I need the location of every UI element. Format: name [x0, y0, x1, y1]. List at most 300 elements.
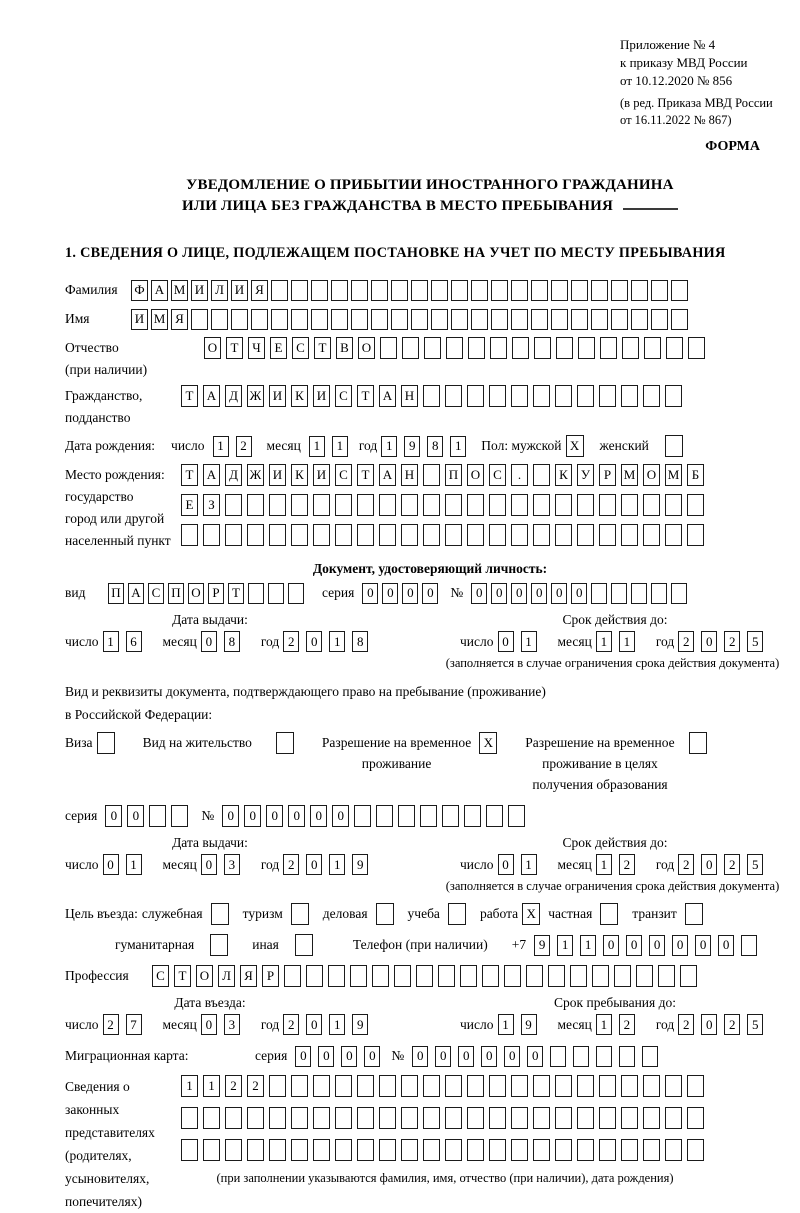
char-cell[interactable]: 3 — [224, 1014, 240, 1035]
char-cell[interactable]: 0 — [382, 583, 398, 604]
char-cell[interactable] — [556, 337, 573, 359]
char-cell[interactable] — [571, 280, 588, 301]
char-cell[interactable]: 0 — [244, 805, 261, 827]
char-cell[interactable] — [555, 385, 572, 407]
char-cell[interactable]: 0 — [295, 1046, 311, 1067]
char-cell[interactable] — [548, 965, 565, 987]
char-cell[interactable] — [533, 494, 550, 516]
char-cell[interactable] — [577, 1139, 594, 1161]
char-cell[interactable] — [380, 337, 397, 359]
purpose-other-checkbox[interactable] — [295, 934, 313, 956]
char-cell[interactable]: 5 — [747, 854, 763, 875]
char-cell[interactable]: 2 — [724, 1014, 740, 1035]
char-cell[interactable] — [643, 524, 660, 546]
char-cell[interactable]: Р — [208, 583, 224, 604]
char-cell[interactable] — [313, 494, 330, 516]
char-cell[interactable] — [467, 385, 484, 407]
char-cell[interactable]: Н — [401, 385, 418, 407]
char-cell[interactable]: 0 — [306, 1014, 322, 1035]
char-cell[interactable] — [688, 337, 705, 359]
char-cell[interactable] — [486, 805, 503, 827]
char-cell[interactable] — [394, 965, 411, 987]
char-cell[interactable] — [291, 903, 309, 925]
char-cell[interactable]: К — [291, 464, 308, 486]
char-cell[interactable]: 0 — [332, 805, 349, 827]
char-cell[interactable]: 0 — [318, 1046, 334, 1067]
char-cell[interactable] — [291, 1075, 308, 1097]
char-cell[interactable] — [680, 965, 697, 987]
char-cell[interactable] — [269, 524, 286, 546]
char-cell[interactable] — [665, 435, 683, 457]
char-cell[interactable] — [247, 494, 264, 516]
char-cell[interactable]: Ж — [247, 464, 264, 486]
char-cell[interactable] — [685, 903, 703, 925]
char-cell[interactable]: И — [231, 280, 248, 301]
char-cell[interactable]: 0 — [701, 1014, 717, 1035]
char-cell[interactable] — [371, 309, 388, 330]
char-cell[interactable] — [471, 309, 488, 330]
char-cell[interactable] — [423, 464, 440, 486]
char-cell[interactable] — [149, 805, 166, 827]
char-cell[interactable] — [446, 337, 463, 359]
char-cell[interactable] — [357, 524, 374, 546]
char-cell[interactable] — [423, 1075, 440, 1097]
char-cell[interactable] — [335, 1139, 352, 1161]
char-cell[interactable] — [622, 337, 639, 359]
char-cell[interactable]: Ч — [248, 337, 265, 359]
char-cell[interactable] — [424, 337, 441, 359]
char-cell[interactable] — [376, 805, 393, 827]
char-cell[interactable] — [511, 1139, 528, 1161]
char-cell[interactable]: 2 — [678, 854, 694, 875]
char-cell[interactable]: 1 — [596, 1014, 612, 1035]
char-cell[interactable] — [550, 1046, 566, 1067]
char-cell[interactable]: 2 — [236, 436, 252, 457]
char-cell[interactable] — [687, 494, 704, 516]
char-cell[interactable] — [511, 385, 528, 407]
char-cell[interactable] — [489, 1075, 506, 1097]
char-cell[interactable]: Р — [599, 464, 616, 486]
doc-series-cells[interactable] — [362, 583, 442, 604]
doc-type-cells[interactable] — [108, 583, 308, 604]
char-cell[interactable] — [482, 965, 499, 987]
char-cell[interactable] — [534, 337, 551, 359]
char-cell[interactable]: В — [336, 337, 353, 359]
permit-issue-month-cells[interactable] — [201, 854, 247, 875]
purpose-tourism-checkbox[interactable] — [291, 903, 309, 925]
char-cell[interactable] — [600, 337, 617, 359]
char-cell[interactable] — [331, 309, 348, 330]
char-cell[interactable]: К — [291, 385, 308, 407]
char-cell[interactable] — [599, 1139, 616, 1161]
char-cell[interactable] — [621, 524, 638, 546]
char-cell[interactable] — [268, 583, 284, 604]
char-cell[interactable]: А — [128, 583, 144, 604]
char-cell[interactable]: 0 — [531, 583, 547, 604]
char-cell[interactable] — [512, 337, 529, 359]
char-cell[interactable]: И — [313, 464, 330, 486]
permit-number-cells[interactable] — [222, 805, 530, 827]
char-cell[interactable]: Е — [181, 494, 198, 516]
char-cell[interactable]: 1 — [557, 935, 573, 956]
char-cell[interactable] — [211, 309, 228, 330]
birth-day-cells[interactable] — [213, 436, 259, 457]
char-cell[interactable]: Л — [211, 280, 228, 301]
char-cell[interactable]: 2 — [678, 631, 694, 652]
char-cell[interactable] — [431, 309, 448, 330]
char-cell[interactable]: С — [292, 337, 309, 359]
char-cell[interactable] — [276, 732, 294, 754]
char-cell[interactable]: Я — [251, 280, 268, 301]
char-cell[interactable]: П — [108, 583, 124, 604]
char-cell[interactable]: С — [148, 583, 164, 604]
char-cell[interactable] — [401, 1139, 418, 1161]
char-cell[interactable]: 1 — [309, 436, 325, 457]
entry-month-cells[interactable] — [201, 1014, 247, 1035]
char-cell[interactable]: М — [151, 309, 168, 330]
char-cell[interactable] — [269, 1075, 286, 1097]
char-cell[interactable] — [577, 524, 594, 546]
char-cell[interactable] — [643, 1107, 660, 1129]
male-checkbox[interactable] — [566, 435, 584, 457]
char-cell[interactable] — [687, 1075, 704, 1097]
char-cell[interactable] — [401, 494, 418, 516]
char-cell[interactable]: С — [335, 464, 352, 486]
char-cell[interactable] — [376, 903, 394, 925]
char-cell[interactable] — [665, 385, 682, 407]
char-cell[interactable] — [651, 280, 668, 301]
char-cell[interactable]: М — [621, 464, 638, 486]
char-cell[interactable] — [423, 385, 440, 407]
purpose-study-checkbox[interactable] — [448, 903, 466, 925]
char-cell[interactable] — [489, 524, 506, 546]
char-cell[interactable] — [203, 1139, 220, 1161]
char-cell[interactable] — [511, 1107, 528, 1129]
char-cell[interactable] — [467, 494, 484, 516]
char-cell[interactable]: П — [168, 583, 184, 604]
char-cell[interactable] — [577, 1075, 594, 1097]
char-cell[interactable] — [621, 1075, 638, 1097]
char-cell[interactable] — [599, 524, 616, 546]
char-cell[interactable]: 0 — [103, 854, 119, 875]
char-cell[interactable]: С — [335, 385, 352, 407]
char-cell[interactable]: М — [665, 464, 682, 486]
char-cell[interactable] — [357, 494, 374, 516]
char-cell[interactable]: 0 — [306, 854, 322, 875]
char-cell[interactable]: И — [269, 464, 286, 486]
char-cell[interactable] — [555, 1075, 572, 1097]
profession-cells[interactable] — [152, 965, 702, 987]
char-cell[interactable] — [666, 337, 683, 359]
char-cell[interactable] — [621, 385, 638, 407]
surname-cells[interactable] — [131, 280, 691, 301]
patronymic-cells[interactable] — [204, 337, 710, 359]
char-cell[interactable] — [619, 1046, 635, 1067]
char-cell[interactable] — [631, 280, 648, 301]
char-cell[interactable] — [191, 309, 208, 330]
char-cell[interactable] — [511, 494, 528, 516]
char-cell[interactable]: 1 — [126, 854, 142, 875]
char-cell[interactable] — [591, 280, 608, 301]
char-cell[interactable]: 0 — [511, 583, 527, 604]
char-cell[interactable]: З — [203, 494, 220, 516]
char-cell[interactable]: И — [191, 280, 208, 301]
char-cell[interactable]: 2 — [225, 1075, 242, 1097]
char-cell[interactable] — [531, 309, 548, 330]
char-cell[interactable] — [313, 1107, 330, 1129]
char-cell[interactable] — [665, 1107, 682, 1129]
char-cell[interactable] — [471, 280, 488, 301]
char-cell[interactable] — [411, 309, 428, 330]
char-cell[interactable] — [671, 583, 687, 604]
char-cell[interactable]: Ж — [247, 385, 264, 407]
char-cell[interactable] — [402, 337, 419, 359]
char-cell[interactable] — [571, 309, 588, 330]
char-cell[interactable]: 1 — [213, 436, 229, 457]
birthplace-row2-cells[interactable] — [181, 494, 709, 516]
char-cell[interactable] — [665, 1075, 682, 1097]
char-cell[interactable]: 1 — [619, 631, 635, 652]
char-cell[interactable]: 0 — [402, 583, 418, 604]
char-cell[interactable] — [247, 524, 264, 546]
char-cell[interactable] — [350, 965, 367, 987]
char-cell[interactable]: 9 — [521, 1014, 537, 1035]
char-cell[interactable] — [357, 1107, 374, 1129]
char-cell[interactable]: К — [555, 464, 572, 486]
char-cell[interactable] — [328, 965, 345, 987]
char-cell[interactable]: 1 — [103, 631, 119, 652]
char-cell[interactable] — [401, 524, 418, 546]
char-cell[interactable] — [533, 464, 550, 486]
purpose-business-checkbox[interactable] — [376, 903, 394, 925]
stay-day-cells[interactable] — [498, 1014, 544, 1035]
permit-expiry-year-cells[interactable] — [678, 854, 770, 875]
char-cell[interactable] — [423, 1107, 440, 1129]
char-cell[interactable] — [357, 1075, 374, 1097]
char-cell[interactable]: О — [358, 337, 375, 359]
char-cell[interactable] — [379, 524, 396, 546]
char-cell[interactable] — [643, 1075, 660, 1097]
char-cell[interactable]: 2 — [678, 1014, 694, 1035]
char-cell[interactable] — [411, 280, 428, 301]
identity-expiry-month-cells[interactable] — [596, 631, 642, 652]
permit-series-cells[interactable] — [105, 805, 193, 827]
char-cell[interactable]: У — [577, 464, 594, 486]
char-cell[interactable]: Л — [218, 965, 235, 987]
char-cell[interactable] — [401, 1107, 418, 1129]
char-cell[interactable]: А — [379, 385, 396, 407]
permit-issue-day-cells[interactable] — [103, 854, 149, 875]
char-cell[interactable]: 8 — [224, 631, 240, 652]
char-cell[interactable]: 8 — [427, 436, 443, 457]
char-cell[interactable] — [181, 1107, 198, 1129]
char-cell[interactable] — [445, 494, 462, 516]
char-cell[interactable]: 2 — [724, 854, 740, 875]
char-cell[interactable]: 0 — [701, 854, 717, 875]
char-cell[interactable] — [531, 280, 548, 301]
char-cell[interactable] — [448, 903, 466, 925]
char-cell[interactable] — [611, 309, 628, 330]
doc-number-cells[interactable] — [471, 583, 691, 604]
char-cell[interactable] — [665, 494, 682, 516]
char-cell[interactable]: Я — [240, 965, 257, 987]
firstname-cells[interactable] — [131, 309, 691, 330]
citizenship-cells[interactable] — [181, 385, 687, 407]
char-cell[interactable] — [295, 934, 313, 956]
char-cell[interactable]: П — [445, 464, 462, 486]
char-cell[interactable] — [489, 494, 506, 516]
identity-issue-month-cells[interactable] — [201, 631, 247, 652]
char-cell[interactable] — [251, 309, 268, 330]
female-checkbox[interactable] — [665, 435, 683, 457]
char-cell[interactable]: Т — [314, 337, 331, 359]
char-cell[interactable] — [665, 1139, 682, 1161]
char-cell[interactable] — [313, 1139, 330, 1161]
char-cell[interactable] — [313, 1075, 330, 1097]
char-cell[interactable] — [451, 280, 468, 301]
identity-issue-year-cells[interactable] — [283, 631, 375, 652]
char-cell[interactable] — [490, 337, 507, 359]
purpose-humanitarian-checkbox[interactable] — [210, 934, 228, 956]
char-cell[interactable] — [533, 1139, 550, 1161]
char-cell[interactable]: А — [379, 464, 396, 486]
stay-month-cells[interactable] — [596, 1014, 642, 1035]
char-cell[interactable]: 0 — [603, 935, 619, 956]
char-cell[interactable] — [247, 1139, 264, 1161]
char-cell[interactable]: 6 — [126, 631, 142, 652]
char-cell[interactable] — [210, 934, 228, 956]
char-cell[interactable]: Я — [171, 309, 188, 330]
residence-permit-checkbox[interactable] — [276, 732, 294, 754]
stay-year-cells[interactable] — [678, 1014, 770, 1035]
char-cell[interactable] — [533, 524, 550, 546]
char-cell[interactable] — [631, 309, 648, 330]
char-cell[interactable]: 1 — [596, 854, 612, 875]
char-cell[interactable]: 1 — [521, 854, 537, 875]
char-cell[interactable] — [306, 965, 323, 987]
char-cell[interactable] — [592, 965, 609, 987]
char-cell[interactable] — [687, 524, 704, 546]
char-cell[interactable] — [284, 965, 301, 987]
char-cell[interactable] — [578, 337, 595, 359]
char-cell[interactable]: Т — [181, 385, 198, 407]
char-cell[interactable]: 0 — [306, 631, 322, 652]
char-cell[interactable]: 1 — [329, 1014, 345, 1035]
char-cell[interactable]: 1 — [329, 631, 345, 652]
char-cell[interactable]: 0 — [201, 1014, 217, 1035]
char-cell[interactable]: 1 — [521, 631, 537, 652]
char-cell[interactable] — [511, 309, 528, 330]
permit-expiry-day-cells[interactable] — [498, 854, 544, 875]
char-cell[interactable] — [591, 583, 607, 604]
char-cell[interactable]: 1 — [580, 935, 596, 956]
char-cell[interactable]: . — [511, 464, 528, 486]
char-cell[interactable] — [555, 524, 572, 546]
char-cell[interactable] — [464, 805, 481, 827]
visa-checkbox[interactable] — [97, 732, 115, 754]
temp-permit-checkbox[interactable] — [479, 732, 497, 754]
char-cell[interactable] — [445, 1075, 462, 1097]
char-cell[interactable]: 0 — [201, 631, 217, 652]
char-cell[interactable] — [379, 494, 396, 516]
char-cell[interactable]: 0 — [422, 583, 438, 604]
char-cell[interactable] — [570, 965, 587, 987]
char-cell[interactable] — [621, 1139, 638, 1161]
char-cell[interactable] — [599, 1075, 616, 1097]
char-cell[interactable]: 9 — [404, 436, 420, 457]
char-cell[interactable] — [416, 965, 433, 987]
char-cell[interactable]: И — [313, 385, 330, 407]
char-cell[interactable] — [398, 805, 415, 827]
char-cell[interactable] — [313, 524, 330, 546]
char-cell[interactable]: 0 — [626, 935, 642, 956]
char-cell[interactable] — [687, 1139, 704, 1161]
phone-cells[interactable] — [534, 935, 764, 956]
char-cell[interactable] — [391, 309, 408, 330]
char-cell[interactable] — [379, 1107, 396, 1129]
char-cell[interactable] — [614, 965, 631, 987]
char-cell[interactable] — [438, 965, 455, 987]
char-cell[interactable] — [291, 524, 308, 546]
char-cell[interactable] — [468, 337, 485, 359]
char-cell[interactable] — [445, 524, 462, 546]
char-cell[interactable] — [97, 732, 115, 754]
char-cell[interactable] — [599, 494, 616, 516]
char-cell[interactable] — [460, 965, 477, 987]
char-cell[interactable]: 3 — [224, 854, 240, 875]
char-cell[interactable]: Т — [181, 464, 198, 486]
char-cell[interactable]: 8 — [352, 631, 368, 652]
char-cell[interactable]: 0 — [481, 1046, 497, 1067]
char-cell[interactable] — [599, 385, 616, 407]
char-cell[interactable] — [248, 583, 264, 604]
char-cell[interactable]: Т — [228, 583, 244, 604]
permit-issue-year-cells[interactable] — [283, 854, 375, 875]
char-cell[interactable]: 0 — [571, 583, 587, 604]
char-cell[interactable] — [555, 1139, 572, 1161]
char-cell[interactable] — [643, 1139, 660, 1161]
purpose-private-checkbox[interactable] — [600, 903, 618, 925]
char-cell[interactable]: 0 — [672, 935, 688, 956]
char-cell[interactable]: 0 — [504, 1046, 520, 1067]
char-cell[interactable]: 1 — [450, 436, 466, 457]
birthplace-row1-cells[interactable] — [181, 464, 709, 486]
identity-expiry-year-cells[interactable] — [678, 631, 770, 652]
char-cell[interactable]: X — [566, 435, 584, 457]
char-cell[interactable]: 0 — [310, 805, 327, 827]
char-cell[interactable]: Б — [687, 464, 704, 486]
char-cell[interactable] — [489, 1107, 506, 1129]
char-cell[interactable] — [467, 1107, 484, 1129]
char-cell[interactable] — [533, 1107, 550, 1129]
char-cell[interactable]: А — [151, 280, 168, 301]
char-cell[interactable]: 2 — [619, 1014, 635, 1035]
purpose-official-checkbox[interactable] — [211, 903, 229, 925]
char-cell[interactable]: Е — [270, 337, 287, 359]
char-cell[interactable]: 0 — [498, 631, 514, 652]
edu-permit-checkbox[interactable] — [689, 732, 707, 754]
char-cell[interactable] — [372, 965, 389, 987]
char-cell[interactable] — [311, 309, 328, 330]
char-cell[interactable]: С — [152, 965, 169, 987]
char-cell[interactable] — [526, 965, 543, 987]
char-cell[interactable]: 0 — [412, 1046, 428, 1067]
char-cell[interactable] — [555, 1107, 572, 1129]
char-cell[interactable]: 1 — [332, 436, 348, 457]
char-cell[interactable] — [211, 903, 229, 925]
char-cell[interactable] — [291, 1107, 308, 1129]
char-cell[interactable] — [335, 524, 352, 546]
